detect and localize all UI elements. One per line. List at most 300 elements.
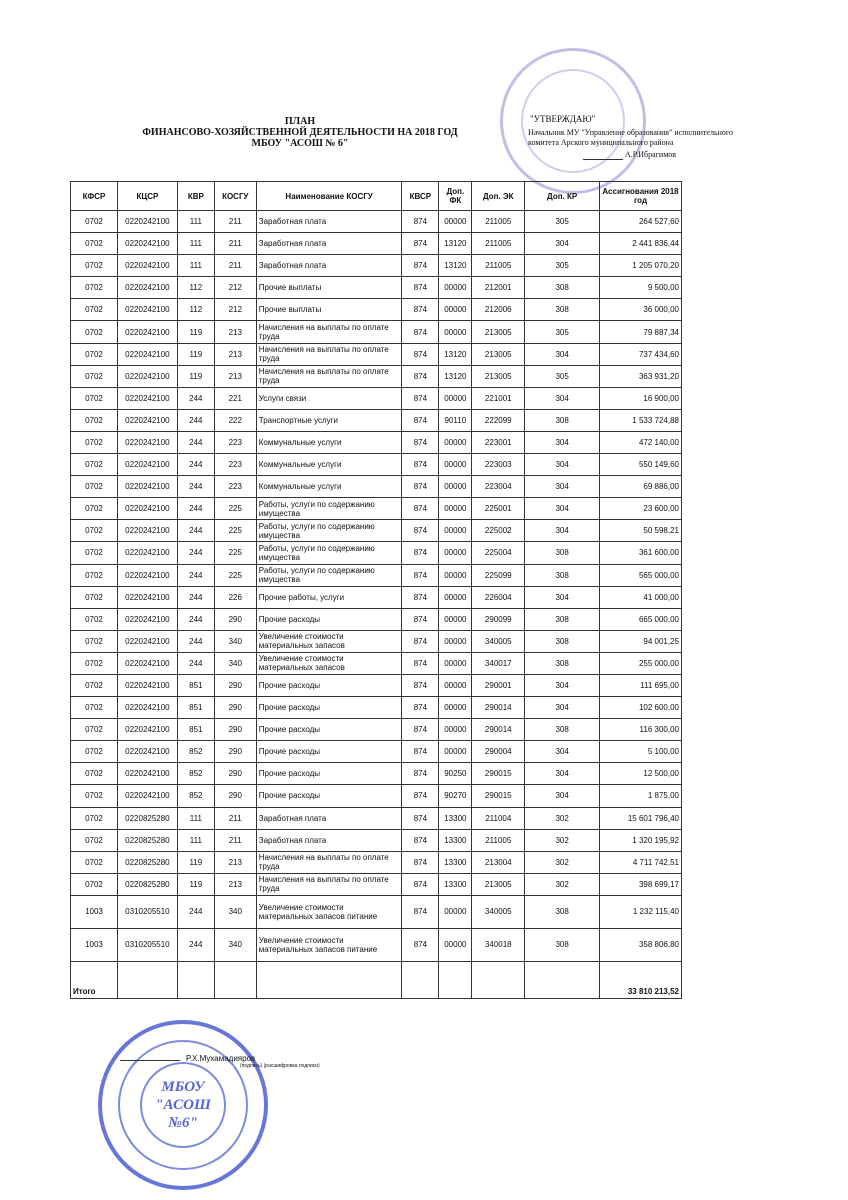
cell-ek: 225002 [472, 520, 525, 542]
cell-name: Увеличение стоимости материальных запасов питание [256, 928, 402, 961]
cell-ek: 290099 [472, 608, 525, 630]
cell-kvr: 119 [177, 343, 214, 365]
cell-name: Прочие расходы [256, 785, 402, 807]
total-row [71, 961, 682, 998]
cell-kcsr: 0220242100 [117, 387, 177, 409]
cell-ek: 290001 [472, 674, 525, 696]
cell-sum: 5 100,00 [600, 741, 682, 763]
cell-name: Работы, услуги по содержанию имущества [256, 564, 402, 586]
cell-kvsr: 874 [402, 277, 439, 299]
cell-kr: 304 [525, 674, 600, 696]
cell-kosgu: 212 [214, 299, 256, 321]
cell-name: Начисления на выплаты по оплате труда [256, 343, 402, 365]
cell-kcsr: 0220242100 [117, 608, 177, 630]
cell-kfsr: 0702 [71, 851, 118, 873]
cell-ek: 211005 [472, 233, 525, 255]
cell-kr: 302 [525, 807, 600, 829]
table-header-row [71, 182, 682, 211]
cell-kcsr: 0220242100 [117, 233, 177, 255]
cell-kosgu: 213 [214, 851, 256, 873]
cell-ek: 340017 [472, 652, 525, 674]
cell-fk: 00000 [439, 431, 472, 453]
cell-kr: 304 [525, 520, 600, 542]
cell-kfsr: 0702 [71, 233, 118, 255]
cell-kcsr: 0220242100 [117, 542, 177, 564]
cell-kvr: 111 [177, 807, 214, 829]
cell-kvr: 112 [177, 277, 214, 299]
cell-kcsr: 0220242100 [117, 697, 177, 719]
cell-sum: 358 806,80 [600, 928, 682, 961]
cell-kfsr: 0702 [71, 652, 118, 674]
cell-kr: 304 [525, 387, 600, 409]
cell-kcsr: 0220242100 [117, 785, 177, 807]
signature-caption: (подпись) [240, 1063, 263, 1069]
cell-kvr: 111 [177, 829, 214, 851]
cell-kvr: 851 [177, 697, 214, 719]
cell-kcsr: 0310205510 [117, 895, 177, 928]
cell-ek: 211005 [472, 211, 525, 233]
table-row [71, 763, 682, 785]
cell-ek: 213005 [472, 365, 525, 387]
cell-kr: 308 [525, 299, 600, 321]
cell-kr: 304 [525, 233, 600, 255]
cell-ek: 290014 [472, 719, 525, 741]
cell-kvr: 244 [177, 928, 214, 961]
cell-kvsr: 874 [402, 851, 439, 873]
cell-kvr: 244 [177, 630, 214, 652]
cell-kvsr: 874 [402, 829, 439, 851]
cell-kvr: 851 [177, 674, 214, 696]
cell-kvsr: 874 [402, 697, 439, 719]
cell-kfsr: 0702 [71, 343, 118, 365]
cell-kfsr: 0702 [71, 255, 118, 277]
cell-kvr: 119 [177, 365, 214, 387]
cell-kosgu: 213 [214, 365, 256, 387]
cell-name: Прочие расходы [256, 674, 402, 696]
cell-kvr: 111 [177, 255, 214, 277]
table-row [71, 365, 682, 387]
cell-ek: 340005 [472, 630, 525, 652]
table-row [71, 928, 682, 961]
signature-decode-caption: (расшифровка подписи) [263, 1063, 320, 1069]
cell-ek: 221001 [472, 387, 525, 409]
cell-fk: 13120 [439, 365, 472, 387]
cell-kosgu: 340 [214, 928, 256, 961]
cell-kvsr: 874 [402, 542, 439, 564]
table-row [71, 520, 682, 542]
cell-kcsr: 0220242100 [117, 476, 177, 498]
cell-fk: 00000 [439, 586, 472, 608]
cell-kvsr: 874 [402, 365, 439, 387]
signature-line [120, 1060, 180, 1061]
cell-ek: 223003 [472, 454, 525, 476]
header-kosgu: КОСГУ [214, 182, 256, 211]
cell-kosgu: 221 [214, 387, 256, 409]
cell-name: Начисления на выплаты по оплате труда [256, 851, 402, 873]
cell-sum: 550 149,60 [600, 454, 682, 476]
cell-kvsr: 874 [402, 785, 439, 807]
cell-sum: 111 695,00 [600, 674, 682, 696]
table-row [71, 829, 682, 851]
cell-kr: 308 [525, 630, 600, 652]
cell-name: Начисления на выплаты по оплате труда [256, 321, 402, 343]
table-row [71, 343, 682, 365]
header-kcsr: КЦСР [117, 182, 177, 211]
cell-kr: 304 [525, 586, 600, 608]
cell-kfsr: 0702 [71, 763, 118, 785]
cell-name: Прочие работы, услуги [256, 586, 402, 608]
cell-kvsr: 874 [402, 454, 439, 476]
cell-sum: 2 441 836,44 [600, 233, 682, 255]
table-row [71, 719, 682, 741]
cell-fk: 00000 [439, 498, 472, 520]
cell-kosgu: 223 [214, 454, 256, 476]
cell-kr: 308 [525, 895, 600, 928]
cell-kfsr: 0702 [71, 741, 118, 763]
cell-sum: 9 500,00 [600, 277, 682, 299]
cell-kr: 308 [525, 608, 600, 630]
cell-kvsr: 874 [402, 343, 439, 365]
table-row [71, 431, 682, 453]
cell-sum: 79 887,34 [600, 321, 682, 343]
cell-kvr: 244 [177, 431, 214, 453]
cell-ek: 290015 [472, 785, 525, 807]
cell-kvr: 244 [177, 586, 214, 608]
cell-fk: 13300 [439, 807, 472, 829]
cell-sum: 1 232 115,40 [600, 895, 682, 928]
cell-kosgu: 213 [214, 343, 256, 365]
cell-kfsr: 0702 [71, 542, 118, 564]
cell-kosgu: 223 [214, 431, 256, 453]
cell-kvr: 852 [177, 785, 214, 807]
cell-kosgu: 211 [214, 211, 256, 233]
cell-ek: 340005 [472, 895, 525, 928]
title-line-1: ПЛАН [284, 116, 316, 127]
cell-kfsr: 0702 [71, 564, 118, 586]
cell-kosgu: 213 [214, 873, 256, 895]
header-fk: Доп. ФК [439, 182, 472, 211]
cell-kvr: 119 [177, 873, 214, 895]
cell-ek: 211004 [472, 807, 525, 829]
cell-sum: 361 600,00 [600, 542, 682, 564]
cell-kvsr: 874 [402, 763, 439, 785]
cell-kvsr: 874 [402, 674, 439, 696]
cell-ek: 211005 [472, 829, 525, 851]
cell-kcsr: 0220242100 [117, 719, 177, 741]
cell-kr: 308 [525, 409, 600, 431]
cell-sum: 116 300,00 [600, 719, 682, 741]
cell-kosgu: 340 [214, 652, 256, 674]
cell-name: Работы, услуги по содержанию имущества [256, 498, 402, 520]
cell-name: Работы, услуги по содержанию имущества [256, 520, 402, 542]
cell-kfsr: 0702 [71, 630, 118, 652]
cell-kcsr: 0220242100 [117, 498, 177, 520]
table-row [71, 542, 682, 564]
cell-kvsr: 874 [402, 520, 439, 542]
cell-name: Прочие расходы [256, 697, 402, 719]
cell-kfsr: 0702 [71, 409, 118, 431]
table-row [71, 785, 682, 807]
cell-kvr: 244 [177, 520, 214, 542]
cell-ek: 225099 [472, 564, 525, 586]
cell-kfsr: 0702 [71, 586, 118, 608]
cell-kosgu: 211 [214, 255, 256, 277]
cell-kvsr: 874 [402, 387, 439, 409]
cell-sum: 565 000,00 [600, 564, 682, 586]
cell-kfsr: 0702 [71, 719, 118, 741]
cell-kosgu: 290 [214, 697, 256, 719]
cell-kvr: 112 [177, 299, 214, 321]
cell-kcsr: 0220825280 [117, 851, 177, 873]
cell-kosgu: 340 [214, 895, 256, 928]
cell-name: Начисления на выплаты по оплате труда [256, 873, 402, 895]
cell-kosgu: 211 [214, 233, 256, 255]
cell-kr: 304 [525, 498, 600, 520]
cell-kosgu: 290 [214, 719, 256, 741]
cell-name: Увеличение стоимости материальных запасов питание [256, 895, 402, 928]
cell-kr: 305 [525, 365, 600, 387]
cell-ek: 223004 [472, 476, 525, 498]
cell-kcsr: 0220242100 [117, 454, 177, 476]
cell-kosgu: 340 [214, 630, 256, 652]
cell-kcsr: 0220242100 [117, 630, 177, 652]
cell-kr: 304 [525, 343, 600, 365]
cell-name: Коммунальные услуги [256, 476, 402, 498]
cell-kvr: 111 [177, 211, 214, 233]
cell-fk: 90250 [439, 763, 472, 785]
signature-block [120, 1054, 320, 1069]
cell-kcsr: 0220242100 [117, 409, 177, 431]
cell-name: Прочие расходы [256, 608, 402, 630]
cell-sum: 23 600,00 [600, 498, 682, 520]
cell-kr: 304 [525, 785, 600, 807]
cell-kfsr: 0702 [71, 829, 118, 851]
cell-sum: 472 140,00 [600, 431, 682, 453]
cell-fk: 00000 [439, 476, 472, 498]
cell-name: Прочие расходы [256, 741, 402, 763]
cell-kvsr: 874 [402, 409, 439, 431]
cell-kfsr: 0702 [71, 807, 118, 829]
signature-name: Р.Х.Мухамадияров [186, 1054, 256, 1063]
cell-kvr: 244 [177, 542, 214, 564]
table-row [71, 211, 682, 233]
cell-kvr: 852 [177, 763, 214, 785]
header-kvsr: КВСР [402, 182, 439, 211]
cell-fk: 00000 [439, 564, 472, 586]
cell-kosgu: 225 [214, 498, 256, 520]
cell-fk: 00000 [439, 299, 472, 321]
table-row [71, 564, 682, 586]
cell-kfsr: 0702 [71, 520, 118, 542]
cell-sum: 1 875,00 [600, 785, 682, 807]
cell-kr: 308 [525, 652, 600, 674]
cell-fk: 00000 [439, 321, 472, 343]
cell-kr: 304 [525, 697, 600, 719]
cell-kfsr: 0702 [71, 476, 118, 498]
cell-kosgu: 226 [214, 586, 256, 608]
cell-kfsr: 0702 [71, 211, 118, 233]
cell-sum: 41 000,00 [600, 586, 682, 608]
table-row [71, 697, 682, 719]
cell-kr: 304 [525, 431, 600, 453]
table-row [71, 608, 682, 630]
table-row [71, 476, 682, 498]
cell-sum: 94 001,25 [600, 630, 682, 652]
cell-kosgu: 223 [214, 476, 256, 498]
cell-kosgu: 211 [214, 807, 256, 829]
cell-kosgu: 211 [214, 829, 256, 851]
cell-kcsr: 0220825280 [117, 873, 177, 895]
cell-kvsr: 874 [402, 476, 439, 498]
cell-kcsr: 0220242100 [117, 564, 177, 586]
cell-sum: 4 711 742,51 [600, 851, 682, 873]
cell-kosgu: 290 [214, 608, 256, 630]
cell-kcsr: 0220242100 [117, 365, 177, 387]
table-row [71, 233, 682, 255]
cell-ek: 212001 [472, 277, 525, 299]
table-row [71, 454, 682, 476]
cell-kr: 304 [525, 741, 600, 763]
cell-kvsr: 874 [402, 807, 439, 829]
table-row [71, 387, 682, 409]
table-row [71, 321, 682, 343]
table-row [71, 741, 682, 763]
header-kfsr: КФСР [71, 182, 118, 211]
cell-kfsr: 0702 [71, 873, 118, 895]
cell-ek: 213005 [472, 873, 525, 895]
cell-kcsr: 0220242100 [117, 255, 177, 277]
approval-head: "УТВЕРЖДАЮ" [530, 114, 596, 124]
table-row [71, 895, 682, 928]
cell-fk: 00000 [439, 719, 472, 741]
cell-kr: 302 [525, 829, 600, 851]
cell-kvr: 851 [177, 719, 214, 741]
title-line-3: МБОУ "АСОШ № 6" [251, 138, 349, 149]
cell-sum: 398 699,17 [600, 873, 682, 895]
approval-signer: А.Р.Ибрагимов [625, 150, 677, 159]
cell-name: Заработная плата [256, 211, 402, 233]
stamp-line-2: "АСОШ №6" [155, 1097, 211, 1131]
cell-kosgu: 225 [214, 542, 256, 564]
cell-sum: 737 434,60 [600, 343, 682, 365]
cell-ek: 212006 [472, 299, 525, 321]
cell-kcsr: 0220242100 [117, 652, 177, 674]
school-stamp [98, 1020, 268, 1190]
cell-kfsr: 0702 [71, 498, 118, 520]
cell-name: Заработная плата [256, 829, 402, 851]
cell-kr: 302 [525, 873, 600, 895]
cell-kr: 308 [525, 928, 600, 961]
table-row [71, 299, 682, 321]
table-row [71, 674, 682, 696]
stamp-line-1: МБОУ [161, 1079, 205, 1095]
cell-kvsr: 874 [402, 928, 439, 961]
table-row [71, 652, 682, 674]
cell-fk: 00000 [439, 387, 472, 409]
cell-sum: 50 598,21 [600, 520, 682, 542]
cell-kvr: 119 [177, 851, 214, 873]
cell-fk: 00000 [439, 630, 472, 652]
cell-kr: 308 [525, 719, 600, 741]
cell-kfsr: 0702 [71, 697, 118, 719]
cell-kvsr: 874 [402, 586, 439, 608]
cell-kvsr: 874 [402, 211, 439, 233]
cell-ek: 225001 [472, 498, 525, 520]
cell-ek: 290014 [472, 697, 525, 719]
cell-kr: 304 [525, 454, 600, 476]
cell-kvr: 244 [177, 652, 214, 674]
cell-kvr: 244 [177, 498, 214, 520]
cell-kcsr: 0220242100 [117, 586, 177, 608]
cell-fk: 00000 [439, 542, 472, 564]
cell-fk: 00000 [439, 454, 472, 476]
cell-kr: 304 [525, 476, 600, 498]
cell-kfsr: 0702 [71, 277, 118, 299]
cell-kfsr: 0702 [71, 387, 118, 409]
approval-block [528, 114, 788, 160]
cell-name: Работы, услуги по содержанию имущества [256, 542, 402, 564]
cell-sum: 264 527,60 [600, 211, 682, 233]
cell-kvr: 244 [177, 387, 214, 409]
cell-kosgu: 225 [214, 564, 256, 586]
cell-kcsr: 0220242100 [117, 343, 177, 365]
cell-kcsr: 0310205510 [117, 928, 177, 961]
cell-ek: 222099 [472, 409, 525, 431]
cell-fk: 00000 [439, 674, 472, 696]
cell-name: Коммунальные услуги [256, 454, 402, 476]
cell-kosgu: 225 [214, 520, 256, 542]
cell-ek: 226004 [472, 586, 525, 608]
cell-sum: 36 000,00 [600, 299, 682, 321]
cell-kvsr: 874 [402, 431, 439, 453]
cell-kcsr: 0220242100 [117, 299, 177, 321]
cell-kosgu: 213 [214, 321, 256, 343]
cell-kvr: 111 [177, 233, 214, 255]
title-line-2: ФИНАНСОВО-ХОЗЯЙСТВЕННОЙ ДЕЯТЕЛЬНОСТИ НА 2018 ГОД [142, 127, 458, 138]
table-row [71, 409, 682, 431]
cell-name: Прочие выплаты [256, 277, 402, 299]
cell-kr: 305 [525, 255, 600, 277]
table-row [71, 807, 682, 829]
cell-kcsr: 0220242100 [117, 741, 177, 763]
table-row [71, 851, 682, 873]
header-kr: Доп. КР [525, 182, 600, 211]
cell-sum: 255 000,00 [600, 652, 682, 674]
cell-kr: 308 [525, 564, 600, 586]
cell-fk: 13300 [439, 873, 472, 895]
cell-ek: 213005 [472, 321, 525, 343]
cell-fk: 13300 [439, 851, 472, 873]
cell-kfsr: 1003 [71, 928, 118, 961]
cell-name: Заработная плата [256, 233, 402, 255]
cell-sum: 69 886,00 [600, 476, 682, 498]
cell-kvsr: 874 [402, 498, 439, 520]
cell-kr: 304 [525, 763, 600, 785]
cell-sum: 12 500,00 [600, 763, 682, 785]
cell-kfsr: 0702 [71, 785, 118, 807]
cell-fk: 00000 [439, 652, 472, 674]
cell-kcsr: 0220242100 [117, 321, 177, 343]
cell-sum: 102 600,00 [600, 697, 682, 719]
cell-kvsr: 874 [402, 255, 439, 277]
total-label: Итого [71, 961, 118, 998]
table-row [71, 277, 682, 299]
cell-kvr: 852 [177, 741, 214, 763]
cell-kcsr: 0220242100 [117, 211, 177, 233]
cell-name: Увеличение стоимости материальных запасов [256, 630, 402, 652]
cell-kosgu: 290 [214, 674, 256, 696]
cell-kcsr: 0220825280 [117, 829, 177, 851]
